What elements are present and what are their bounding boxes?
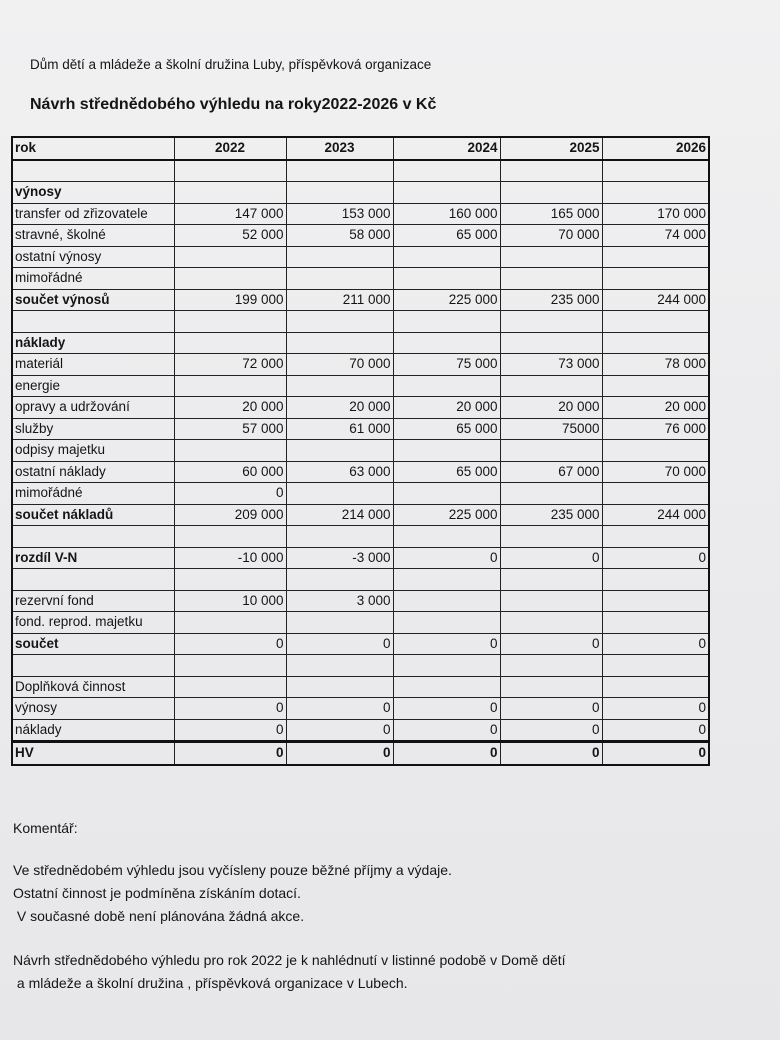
table-cell — [393, 375, 500, 397]
budget-table-body — [12, 137, 709, 765]
row-label — [12, 569, 174, 591]
table-cell: 153 000 — [286, 203, 393, 225]
table-cell — [500, 182, 602, 204]
table-row — [12, 526, 709, 548]
table-cell: 225 000 — [393, 504, 500, 526]
table-cell — [393, 483, 500, 505]
table-cell: 58 000 — [286, 225, 393, 247]
table-cell: 72 000 — [174, 354, 286, 376]
table-cell — [602, 655, 709, 677]
table-cell — [500, 676, 602, 698]
table-row — [12, 742, 709, 765]
table-cell — [602, 612, 709, 634]
table-cell: 20 000 — [500, 397, 602, 419]
table-row — [12, 332, 709, 354]
table-cell — [602, 590, 709, 612]
table-cell — [174, 311, 286, 333]
table-cell — [174, 440, 286, 462]
page-title: Návrh střednědobého výhledu na roky2022-2026 v Kč — [30, 96, 437, 113]
table-cell: 3 000 — [286, 590, 393, 612]
table-cell — [602, 160, 709, 182]
table-row — [12, 698, 709, 720]
table-cell — [500, 246, 602, 268]
table-cell — [393, 655, 500, 677]
table-cell: 0 — [286, 633, 393, 655]
table-cell — [500, 590, 602, 612]
table-cell: 76 000 — [602, 418, 709, 440]
column-header: 2024 — [393, 137, 500, 160]
table-cell: 20 000 — [602, 397, 709, 419]
table-cell: 0 — [602, 547, 709, 569]
table-cell: 244 000 — [602, 289, 709, 311]
table-cell — [500, 375, 602, 397]
table-cell: 20 000 — [286, 397, 393, 419]
table-cell: 0 — [602, 698, 709, 720]
table-row — [12, 504, 709, 526]
row-label: HV — [12, 742, 174, 765]
table-cell: 170 000 — [602, 203, 709, 225]
table-cell — [286, 160, 393, 182]
table-row — [12, 418, 709, 440]
table-cell — [174, 569, 286, 591]
table-row — [12, 225, 709, 247]
row-label: energie — [12, 375, 174, 397]
row-label: materiál — [12, 354, 174, 376]
table-row — [12, 590, 709, 612]
table-cell: 75 000 — [393, 354, 500, 376]
table-row — [12, 655, 709, 677]
table-cell — [174, 655, 286, 677]
table-cell — [393, 311, 500, 333]
row-label: mimořádné — [12, 268, 174, 290]
table-cell — [174, 612, 286, 634]
budget-table — [11, 136, 710, 766]
row-label: odpisy majetku — [12, 440, 174, 462]
table-cell: 65 000 — [393, 225, 500, 247]
table-cell — [500, 332, 602, 354]
table-cell — [174, 246, 286, 268]
table-cell: 0 — [174, 719, 286, 742]
table-cell — [286, 655, 393, 677]
table-cell — [500, 160, 602, 182]
table-cell — [393, 590, 500, 612]
row-label: služby — [12, 418, 174, 440]
row-label: součet výnosů — [12, 289, 174, 311]
table-cell — [500, 440, 602, 462]
table-cell: 0 — [286, 698, 393, 720]
row-label: fond. reprod. majetku — [12, 612, 174, 634]
table-cell: 0 — [286, 719, 393, 742]
table-cell: 0 — [602, 742, 709, 765]
table-cell — [174, 268, 286, 290]
table-cell: 225 000 — [393, 289, 500, 311]
table-cell — [286, 332, 393, 354]
row-label: Doplňková činnost — [12, 676, 174, 698]
table-cell: 20 000 — [393, 397, 500, 419]
table-cell: 10 000 — [174, 590, 286, 612]
table-cell: 235 000 — [500, 289, 602, 311]
comment-line: Ostatní činnost je podmíněna získáním dotací. — [13, 885, 301, 901]
table-cell: 0 — [500, 633, 602, 655]
row-label: výnosy — [12, 698, 174, 720]
row-label: mimořádné — [12, 483, 174, 505]
table-cell: 235 000 — [500, 504, 602, 526]
column-header: 2022 — [174, 137, 286, 160]
comment-note-line: a mládeže a školní družina , příspěvková organizace v Lubech. — [13, 975, 408, 991]
table-cell: 165 000 — [500, 203, 602, 225]
table-cell — [393, 612, 500, 634]
table-cell: 70 000 — [500, 225, 602, 247]
table-cell — [500, 655, 602, 677]
row-label: součet — [12, 633, 174, 655]
table-cell — [602, 268, 709, 290]
table-cell: 60 000 — [174, 461, 286, 483]
table-cell — [500, 311, 602, 333]
table-cell — [500, 526, 602, 548]
table-row — [12, 311, 709, 333]
table-row — [12, 569, 709, 591]
table-row — [12, 246, 709, 268]
table-cell — [393, 440, 500, 462]
row-label — [12, 655, 174, 677]
table-row — [12, 633, 709, 655]
column-header: 2026 — [602, 137, 709, 160]
table-cell — [286, 268, 393, 290]
table-cell: 244 000 — [602, 504, 709, 526]
table-cell — [393, 246, 500, 268]
table-cell: 0 — [500, 742, 602, 765]
table-cell: 20 000 — [174, 397, 286, 419]
table-cell: 0 — [393, 547, 500, 569]
comment-line: V současné době není plánována žádná akce. — [13, 908, 305, 924]
table-cell — [393, 676, 500, 698]
table-row — [12, 676, 709, 698]
row-label: transfer od zřizovatele — [12, 203, 174, 225]
row-label: součet nákladů — [12, 504, 174, 526]
table-cell: 70 000 — [286, 354, 393, 376]
table-cell — [286, 440, 393, 462]
table-row — [12, 375, 709, 397]
table-cell — [174, 526, 286, 548]
table-cell: 0 — [500, 698, 602, 720]
row-label: stravné, školné — [12, 225, 174, 247]
table-cell — [602, 182, 709, 204]
table-row — [12, 440, 709, 462]
table-cell — [602, 526, 709, 548]
table-cell: 0 — [500, 547, 602, 569]
table-cell — [500, 268, 602, 290]
table-cell — [602, 440, 709, 462]
table-cell: 160 000 — [393, 203, 500, 225]
row-label: rezervní fond — [12, 590, 174, 612]
table-row — [12, 719, 709, 742]
table-cell — [602, 332, 709, 354]
table-cell: 0 — [393, 742, 500, 765]
table-cell: 0 — [393, 719, 500, 742]
row-label: opravy a udržování — [12, 397, 174, 419]
table-cell — [286, 182, 393, 204]
table-header-row — [12, 137, 709, 160]
table-cell: 65 000 — [393, 461, 500, 483]
table-cell: 78 000 — [602, 354, 709, 376]
organization-name: Dům dětí a mládeže a školní družina Luby, příspěvková organizace — [30, 57, 432, 72]
table-cell — [393, 332, 500, 354]
table-cell: -10 000 — [174, 547, 286, 569]
table-row — [12, 160, 709, 182]
table-cell: 147 000 — [174, 203, 286, 225]
comment-note-line: Návrh střednědobého výhledu pro rok 2022 je k nahlédnutí v listinné podobě v Domě dětí — [13, 952, 566, 968]
table-cell: 65 000 — [393, 418, 500, 440]
table-cell — [286, 612, 393, 634]
table-cell — [393, 268, 500, 290]
row-label — [12, 160, 174, 182]
table-cell — [286, 526, 393, 548]
table-cell: 214 000 — [286, 504, 393, 526]
row-label: ostatní náklady — [12, 461, 174, 483]
table-cell — [602, 676, 709, 698]
table-cell: 209 000 — [174, 504, 286, 526]
table-cell — [286, 311, 393, 333]
table-cell — [602, 569, 709, 591]
table-cell: 0 — [174, 483, 286, 505]
table-cell — [393, 182, 500, 204]
table-cell — [174, 676, 286, 698]
table-cell: -3 000 — [286, 547, 393, 569]
table-cell: 73 000 — [500, 354, 602, 376]
table-cell — [500, 483, 602, 505]
comment-line: Ve střednědobém výhledu jsou vyčísleny pouze běžné příjmy a výdaje. — [13, 862, 452, 878]
table-cell — [286, 375, 393, 397]
table-cell: 211 000 — [286, 289, 393, 311]
table-cell: 74 000 — [602, 225, 709, 247]
table-row — [12, 203, 709, 225]
row-label: výnosy — [12, 182, 174, 204]
table-cell: 0 — [286, 742, 393, 765]
table-cell — [174, 332, 286, 354]
row-label: rozdíl V-N — [12, 547, 174, 569]
table-cell: 0 — [174, 633, 286, 655]
row-label — [12, 526, 174, 548]
table-cell — [393, 526, 500, 548]
comment-heading: Komentář: — [13, 820, 78, 836]
table-cell — [500, 569, 602, 591]
table-cell — [393, 160, 500, 182]
table-row — [12, 397, 709, 419]
row-label: náklady — [12, 719, 174, 742]
table-row — [12, 461, 709, 483]
table-cell: 57 000 — [174, 418, 286, 440]
row-label: ostatní výnosy — [12, 246, 174, 268]
table-cell — [602, 246, 709, 268]
table-row — [12, 547, 709, 569]
table-row — [12, 354, 709, 376]
table-cell — [602, 311, 709, 333]
table-cell: 67 000 — [500, 461, 602, 483]
table-row — [12, 612, 709, 634]
column-header: 2023 — [286, 137, 393, 160]
table-row — [12, 289, 709, 311]
table-cell: 75000 — [500, 418, 602, 440]
table-cell — [602, 375, 709, 397]
table-cell — [393, 569, 500, 591]
table-cell: 61 000 — [286, 418, 393, 440]
table-cell: 0 — [500, 719, 602, 742]
table-cell: 63 000 — [286, 461, 393, 483]
row-label — [12, 311, 174, 333]
column-header: rok — [12, 137, 174, 160]
table-cell — [286, 483, 393, 505]
table-cell — [286, 569, 393, 591]
table-cell: 0 — [174, 742, 286, 765]
table-cell: 70 000 — [602, 461, 709, 483]
row-label: náklady — [12, 332, 174, 354]
table-cell: 0 — [393, 698, 500, 720]
table-cell: 0 — [602, 633, 709, 655]
table-cell — [174, 160, 286, 182]
column-header: 2025 — [500, 137, 602, 160]
table-cell — [286, 246, 393, 268]
table-cell: 0 — [393, 633, 500, 655]
table-row — [12, 182, 709, 204]
table-cell: 52 000 — [174, 225, 286, 247]
table-row — [12, 483, 709, 505]
table-cell: 0 — [174, 698, 286, 720]
table-row — [12, 268, 709, 290]
table-cell: 199 000 — [174, 289, 286, 311]
table-cell — [174, 375, 286, 397]
table-cell: 0 — [602, 719, 709, 742]
table-cell — [286, 676, 393, 698]
table-cell — [174, 182, 286, 204]
table-cell — [602, 483, 709, 505]
table-cell — [500, 612, 602, 634]
